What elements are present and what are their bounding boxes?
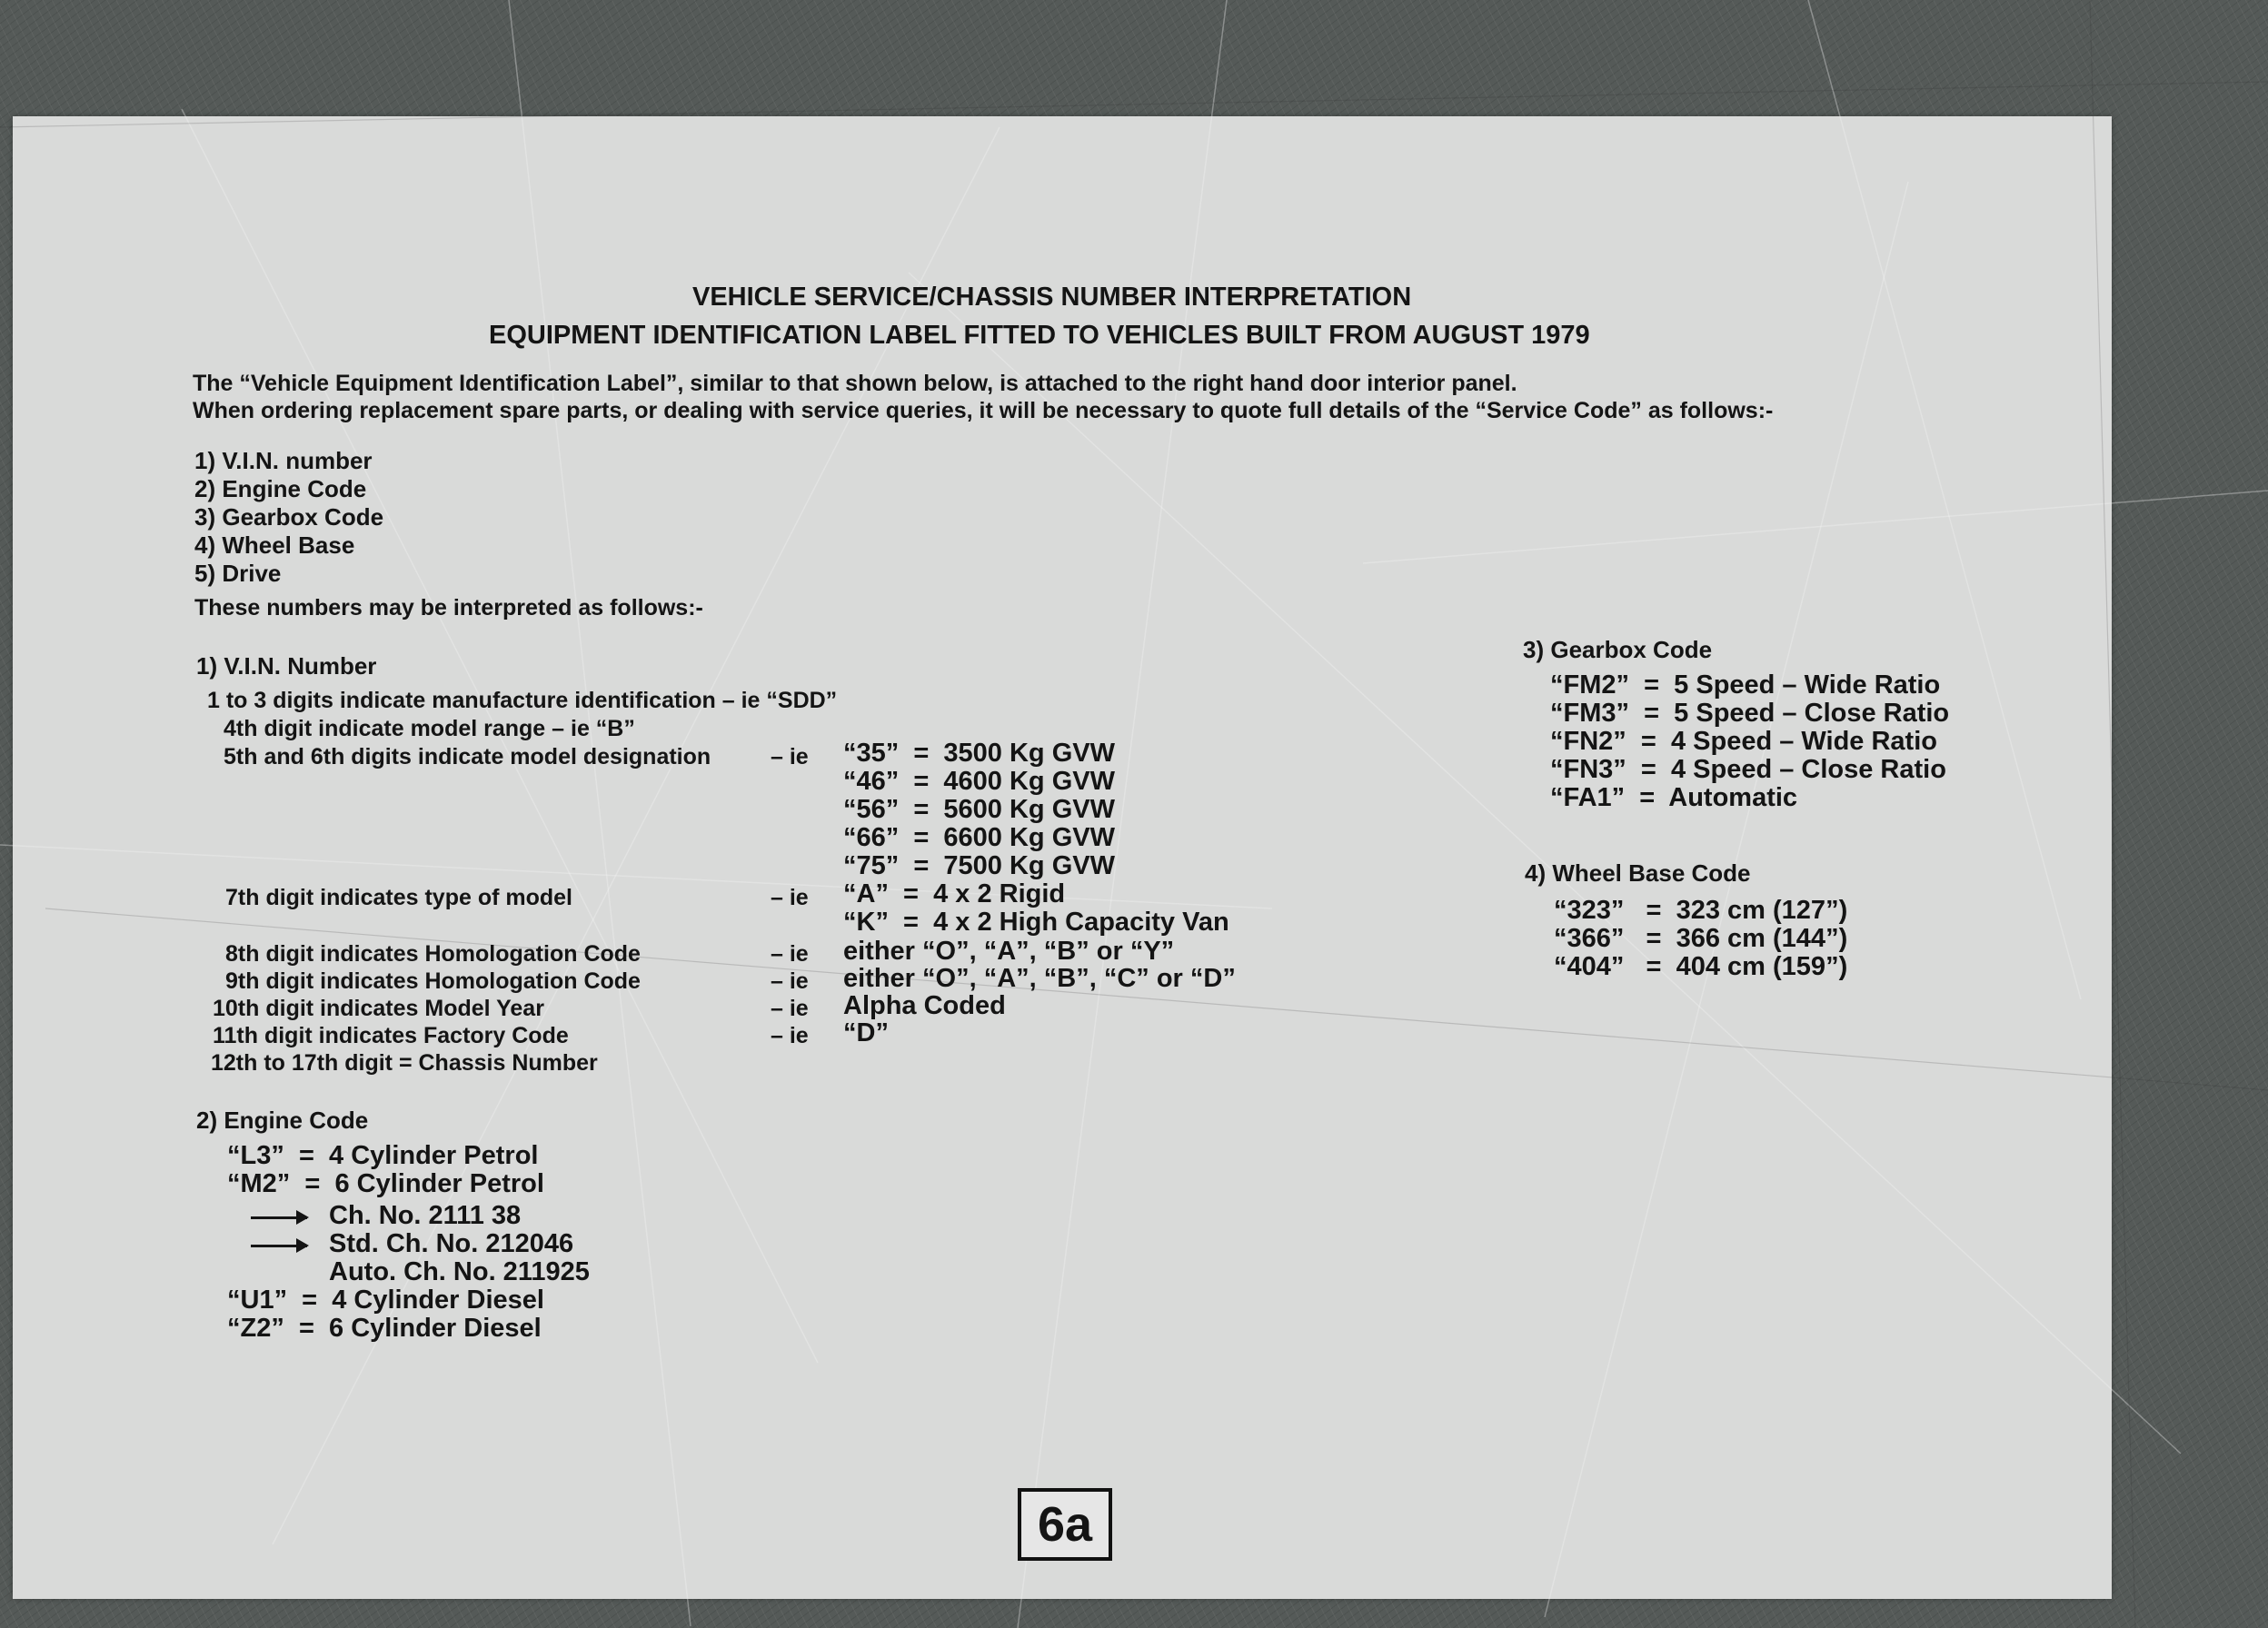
intro-text-2: When ordering replacement spare parts, or dealing with service queries, it will be necessary to quote full details of the “Service Code” as follows:- [193, 398, 1774, 423]
model-designation-75: “75” = 7500 Kg GVW [843, 851, 1115, 880]
model-type-a: “A” = 4 x 2 Rigid [843, 879, 1066, 908]
model-designation-46: “46” = 4600 Kg GVW [843, 767, 1115, 796]
page-number: 6a [1018, 1488, 1112, 1561]
vin-ie: – ie [771, 885, 809, 910]
vin-digit-7: 7th digit indicates type of model [225, 885, 572, 910]
factory-code: “D” [843, 1018, 889, 1047]
list-item: 1) V.I.N. number [194, 447, 373, 474]
homologation-8: either “O”, “A”, “B” or “Y” [843, 937, 1175, 966]
list-item: 2) Engine Code [194, 475, 367, 502]
vin-digit-9: 9th digit indicates Homologation Code [225, 968, 641, 994]
engine-code-u1: “U1” = 4 Cylinder Diesel [227, 1286, 544, 1315]
gearbox-code-fa1: “FA1” = Automatic [1550, 783, 1798, 812]
vin-ie: – ie [771, 968, 809, 994]
model-designation-56: “56” = 5600 Kg GVW [843, 795, 1115, 824]
engine-heading: 2) Engine Code [196, 1107, 369, 1134]
list-item: 5) Drive [194, 560, 282, 587]
gearbox-heading: 3) Gearbox Code [1523, 636, 1713, 663]
model-year: Alpha Coded [843, 991, 1006, 1020]
engine-chassis-1: Ch. No. 2111 38 [329, 1201, 522, 1230]
engine-code-m2: “M2” = 6 Cylinder Petrol [227, 1169, 544, 1198]
vin-digit-11: 11th digit indicates Factory Code [213, 1023, 569, 1048]
vin-digits-5-6: 5th and 6th digits indicate model designation [224, 744, 711, 769]
vin-digit-8: 8th digit indicates Homologation Code [225, 941, 641, 967]
vin-ie: – ie [771, 744, 809, 769]
gearbox-code-fn3: “FN3” = 4 Speed – Close Ratio [1550, 755, 1946, 784]
arrow-icon [251, 1245, 307, 1247]
gearbox-code-fm3: “FM3” = 5 Speed – Close Ratio [1550, 699, 1950, 728]
vin-digits-12-17: 12th to 17th digit = Chassis Number [211, 1050, 598, 1076]
homologation-9: either “O”, “A”, “B”, “C” or “D” [843, 964, 1236, 993]
engine-chassis-3: Auto. Ch. No. 211925 [329, 1257, 590, 1286]
model-designation-66: “66” = 6600 Kg GVW [843, 823, 1115, 852]
model-type-k: “K” = 4 x 2 High Capacity Van [843, 908, 1229, 937]
wheelbase-code-323: “323” = 323 cm (127”) [1554, 896, 1848, 925]
wheelbase-heading: 4) Wheel Base Code [1525, 859, 1751, 887]
interpret-text: These numbers may be interpreted as follows:- [194, 595, 703, 620]
vin-digit-4: 4th digit indicate model range – ie “B” [224, 716, 635, 741]
engine-chassis-2: Std. Ch. No. 212046 [329, 1229, 574, 1258]
title-line-2: EQUIPMENT IDENTIFICATION LABEL FITTED TO VEHICLES BUILT FROM AUGUST 1979 [489, 321, 1590, 350]
vin-ie: – ie [771, 1023, 809, 1048]
engine-code-l3: “L3” = 4 Cylinder Petrol [227, 1141, 539, 1170]
list-item: 3) Gearbox Code [194, 503, 384, 531]
engine-code-z2: “Z2” = 6 Cylinder Diesel [227, 1314, 542, 1343]
vin-digit-10: 10th digit indicates Model Year [213, 996, 544, 1021]
arrow-icon [251, 1216, 307, 1219]
wheelbase-code-366: “366” = 366 cm (144”) [1554, 924, 1848, 953]
intro-text-1: The “Vehicle Equipment Identification Label”, similar to that shown below, is attached to the right hand door interior panel. [193, 371, 1517, 396]
vin-ie: – ie [771, 941, 809, 967]
wheelbase-code-404: “404” = 404 cm (159”) [1554, 952, 1848, 981]
vin-heading: 1) V.I.N. Number [196, 652, 377, 680]
gearbox-code-fm2: “FM2” = 5 Speed – Wide Ratio [1550, 670, 1941, 700]
vin-digits-1-3: 1 to 3 digits indicate manufacture identification – ie “SDD” [207, 688, 838, 713]
model-designation-35: “35” = 3500 Kg GVW [843, 739, 1115, 768]
vin-ie: – ie [771, 996, 809, 1021]
list-item: 4) Wheel Base [194, 531, 355, 559]
title-line-1: VEHICLE SERVICE/CHASSIS NUMBER INTERPRETATION [692, 283, 1412, 312]
gearbox-code-fn2: “FN2” = 4 Speed – Wide Ratio [1550, 727, 1937, 756]
